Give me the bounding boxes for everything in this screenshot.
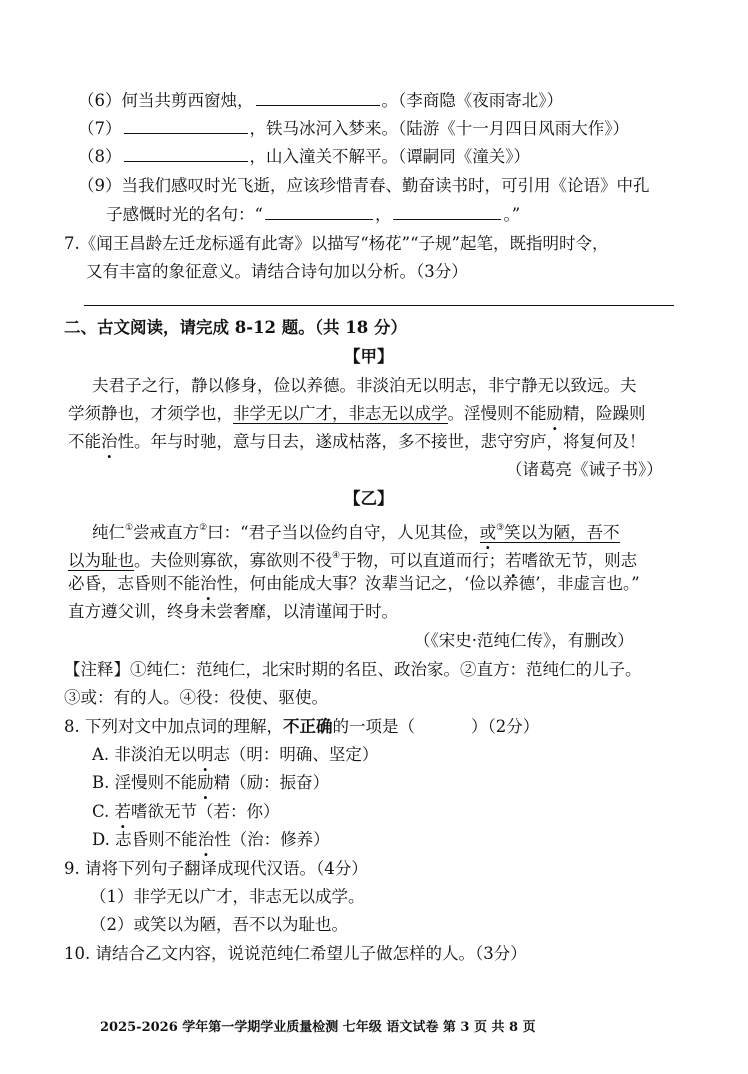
passage-source: （诸葛亮《诫子书》） xyxy=(506,460,663,479)
answer-blank[interactable] xyxy=(124,117,248,134)
emphasis-text: 不正确 xyxy=(283,717,333,736)
question-9: 9. 请将下列句子翻译成现代汉语。（4分） xyxy=(64,859,368,878)
dotted-word: 励 xyxy=(197,773,214,792)
passage-yi-line: 直方遵父训，终身未尝奢靡，以清谨闻于时。 xyxy=(68,602,398,621)
question-10: 10. 请结合乙文内容，说说范纯仁希望儿子做怎样的人。（3分） xyxy=(64,944,527,963)
dotted-word: 治 xyxy=(197,830,215,849)
underlined-sentence: 非学无以广才，非志无以成学 xyxy=(233,404,448,423)
question-9-item: （2）或笑以为陋，吾不以为耻也。 xyxy=(90,915,348,934)
fill-item-7: （7） ，铁马冰河入梦来。（陆游《十一月四日风雨大作》） xyxy=(78,119,629,138)
answer-blank[interactable] xyxy=(393,203,501,220)
question-8: 8. 下列对文中加点词的理解，不正确的一项是（ ）（2分） xyxy=(64,717,540,736)
dotted-word: 明 xyxy=(196,745,214,764)
notes-line2: ③或：有的人。④役：役使、驱使。 xyxy=(64,688,328,707)
passage-jia-line: 夫君子之行，静以修身，俭以养德。非淡泊无以明志，非宁静无以致远。夫 xyxy=(92,376,637,395)
underlined-sentence: 或③笑以为陋，吾不 xyxy=(479,523,620,542)
fill-item-6: （6）何当共剪西窗烛， 。（李商隐《夜雨寄北》） xyxy=(78,91,563,110)
option-b[interactable]: B. 淫慢则不能励精（励：振奋） xyxy=(92,773,330,792)
fill-item-8: （8） ，山入潼关不解平。（谭嗣同《潼关》） xyxy=(78,147,530,166)
passage-yi-line: 必昏，志昏则不能治性，何由能成大事？汝辈当记之，‘俭以养德’，非虚言也。” xyxy=(68,574,640,593)
answer-blank[interactable] xyxy=(256,89,380,106)
passage-label-jia: 【甲】 xyxy=(344,347,394,366)
passage-jia-line: 学须静也，才须学也，非学无以广才，非志无以成学。淫慢则不能励精，险躁则 xyxy=(68,404,646,423)
dotted-word: 治 xyxy=(101,432,118,451)
passage-label-yi: 【乙】 xyxy=(344,489,394,508)
answer-line[interactable] xyxy=(84,305,674,306)
notes: 【注释】①纯仁：范纯仁，北宋时期的名臣、政治家。②直方：范纯仁的儿子。 xyxy=(64,660,642,679)
option-c[interactable]: C. 若嗜欲无节（若：你） xyxy=(92,802,280,821)
passage-yi-line: 以为耻也。夫俭则寡欲，寡欲则不役④于物，可以直道而行；若嗜欲无节，则志 xyxy=(68,551,638,570)
passage-yi-line: 纯仁①尝戒直方②曰：“君子当以俭约自守，人见其俭，或③笑以为陋，吾不 xyxy=(92,523,620,542)
dotted-word: 若 xyxy=(114,802,132,821)
answer-blank[interactable] xyxy=(265,203,373,220)
fill-item-9-line2: 子感慨时光的名句：“ ， 。” xyxy=(106,205,521,224)
dotted-word: 治 xyxy=(200,574,217,593)
question-7-line2: 又有丰富的象征意义。请结合诗句加以分析。（3分） xyxy=(86,262,468,281)
option-d[interactable]: D. 志昏则不能治性（治：修养） xyxy=(92,830,330,849)
dotted-word: 励 xyxy=(546,404,563,423)
question-9-item: （1）非学无以广才，非志无以成学。 xyxy=(90,887,365,906)
fill-item-9: （9）当我们感叹时光飞逝，应该珍惜青春、勤奋读书时，可引用《论语》中孔 xyxy=(78,176,650,195)
passage-jia-line: 不能治性。年与时驰，意与日去，遂成枯落，多不接世，悲守穷庐，将复何及！ xyxy=(68,432,646,451)
passage-source: （《宋史·范纯仁传》，有删改） xyxy=(414,631,634,650)
answer-blank[interactable] xyxy=(124,145,248,162)
dotted-word: 若 xyxy=(505,551,522,570)
question-7: 7.《闻王昌龄左迁龙标遥有此寄》以描写“杨花”“子规”起笔，既指明时令， xyxy=(64,234,609,253)
underlined-sentence: 以为耻也 xyxy=(68,551,134,570)
option-a[interactable]: A. 非淡泊无以明志（明：明确、坚定） xyxy=(92,745,379,764)
section-title: 二、古文阅读，请完成 8-12 题。（共 18 分） xyxy=(64,318,407,337)
page-footer: 2025-2026 学年第一学期学业质量检测 七年级 语文试卷 第 3 页 共 8 页 xyxy=(100,1020,536,1035)
